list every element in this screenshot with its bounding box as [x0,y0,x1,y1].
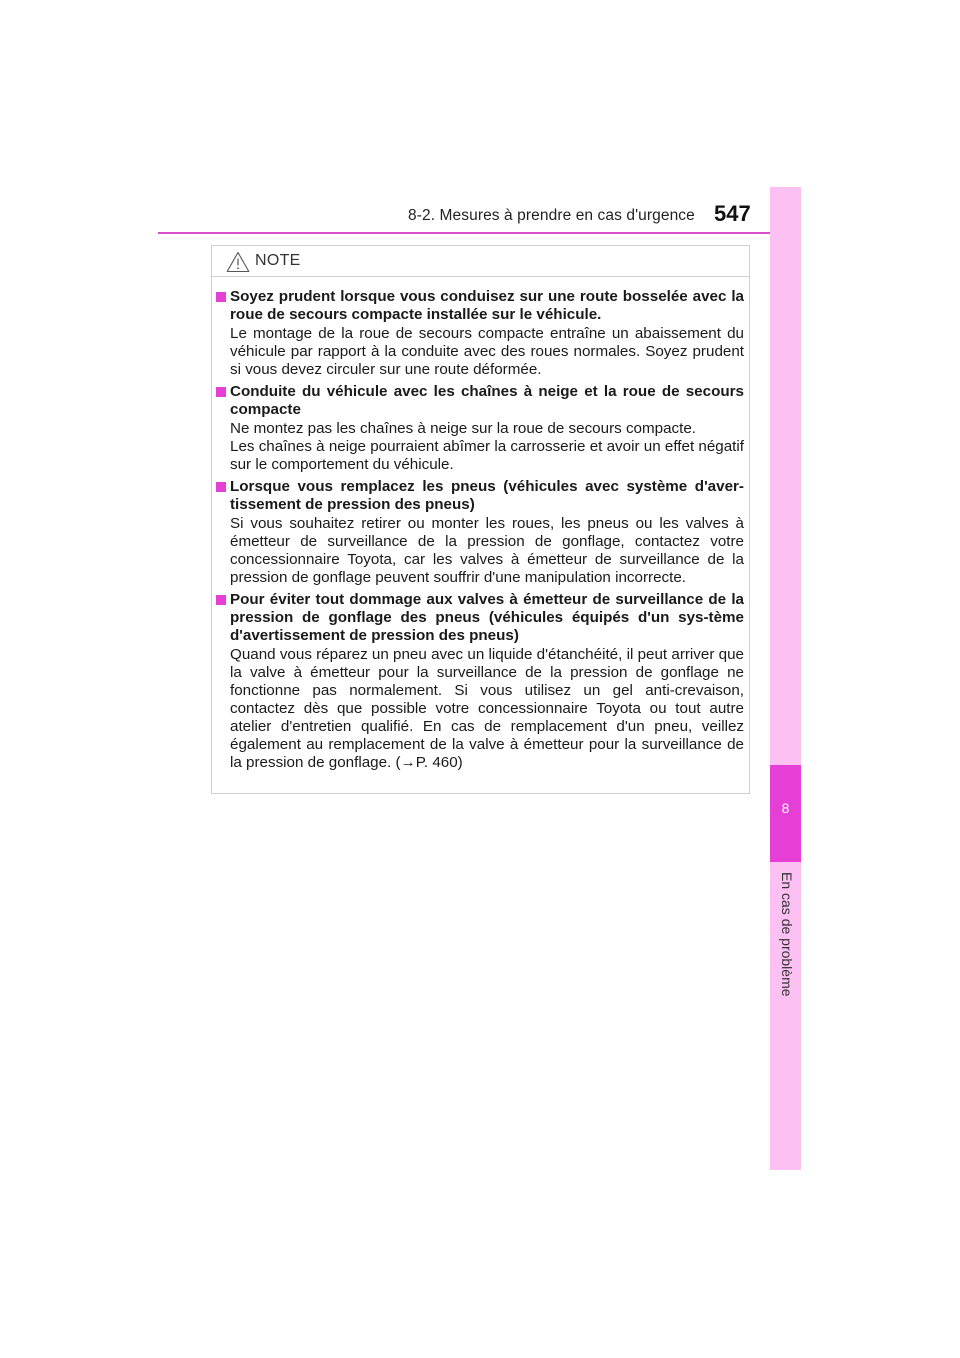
section-title: 8-2. Mesures à prendre en cas d'urgence [408,207,695,224]
note-item-heading: Pour éviter tout dommage aux valves à émetteur de surveillance de la pression de gonflage des pneus (véhicules équipés d'un sys-tème d'avertissement de pression des pneus) [216,591,744,645]
page-number: 547 [714,201,751,226]
bullet-square-icon [216,387,226,397]
chapter-side-tab [770,187,801,1170]
warning-triangle-icon [226,251,250,273]
note-label: NOTE [255,252,301,269]
chapter-title: En cas de problème [779,872,795,997]
bullet-square-icon [216,595,226,605]
note-header [212,246,749,277]
paragraph: Ne montez pas les chaînes à neige sur la roue de secours compacte. [230,420,697,437]
bullet-square-icon [216,292,226,302]
paragraph: Si vous souhaitez retirer ou monter les roues, les pneus ou les valves à émetteur de surveillance de la pression de gonflage, contactez votre concessionnaire Toyota, car les valves à émetteur de surveillance de la pression de gonflage peuvent souffrir d'une manipulation incorrecte. [230,515,744,586]
bullet-square-icon [216,482,226,492]
paragraph: Le montage de la roue de secours compacte entraîne un abaissement du véhicule par rapport à la conduite avec des roues normales. Soyez prudent si vous devez circuler sur une route déformée. [230,325,744,378]
note-item [216,288,744,379]
paragraph: Les chaînes à neige pourraient abîmer la carrosserie et avoir un effet négatif sur le comportement du véhicule. [230,438,744,473]
note-item-heading: Lorsque vous remplacez les pneus (véhicules avec système d'aver-tissement de pression des pneus) [216,478,744,514]
note-content [216,288,744,776]
note-item-body [216,420,744,474]
note-item [216,478,744,587]
note-item-body [216,515,744,587]
chapter-number: 8 [781,800,790,816]
note-item [216,591,744,772]
note-item-body [216,325,744,379]
paragraph: Quand vous réparez un pneu avec un liquide d'étanchéité, il peut arriver que la valve à émetteur pour la surveillance de la pression de gonflage ne fonctionne pas normalement. Si vous utilisez un gel anti-crevaison, contactez dès que possible votre concessionnaire Toyota ou tout autre atelier d'entretien qualifié. En cas de remplacement d'un pneu, veillez également au remplacement de la valve à émetteur pour la surveillance de la pression de gonflage. (→P. 460) [230,646,744,771]
note-item-heading: Soyez prudent lorsque vous conduisez sur une route bosselée avec la roue de secours compacte installée sur le véhicule. [216,288,744,324]
note-box [211,245,750,794]
header-divider [158,232,800,234]
note-item [216,383,744,474]
note-item-heading: Conduite du véhicule avec les chaînes à neige et la roue de secours compacte [216,383,744,419]
note-item-body [216,646,744,772]
